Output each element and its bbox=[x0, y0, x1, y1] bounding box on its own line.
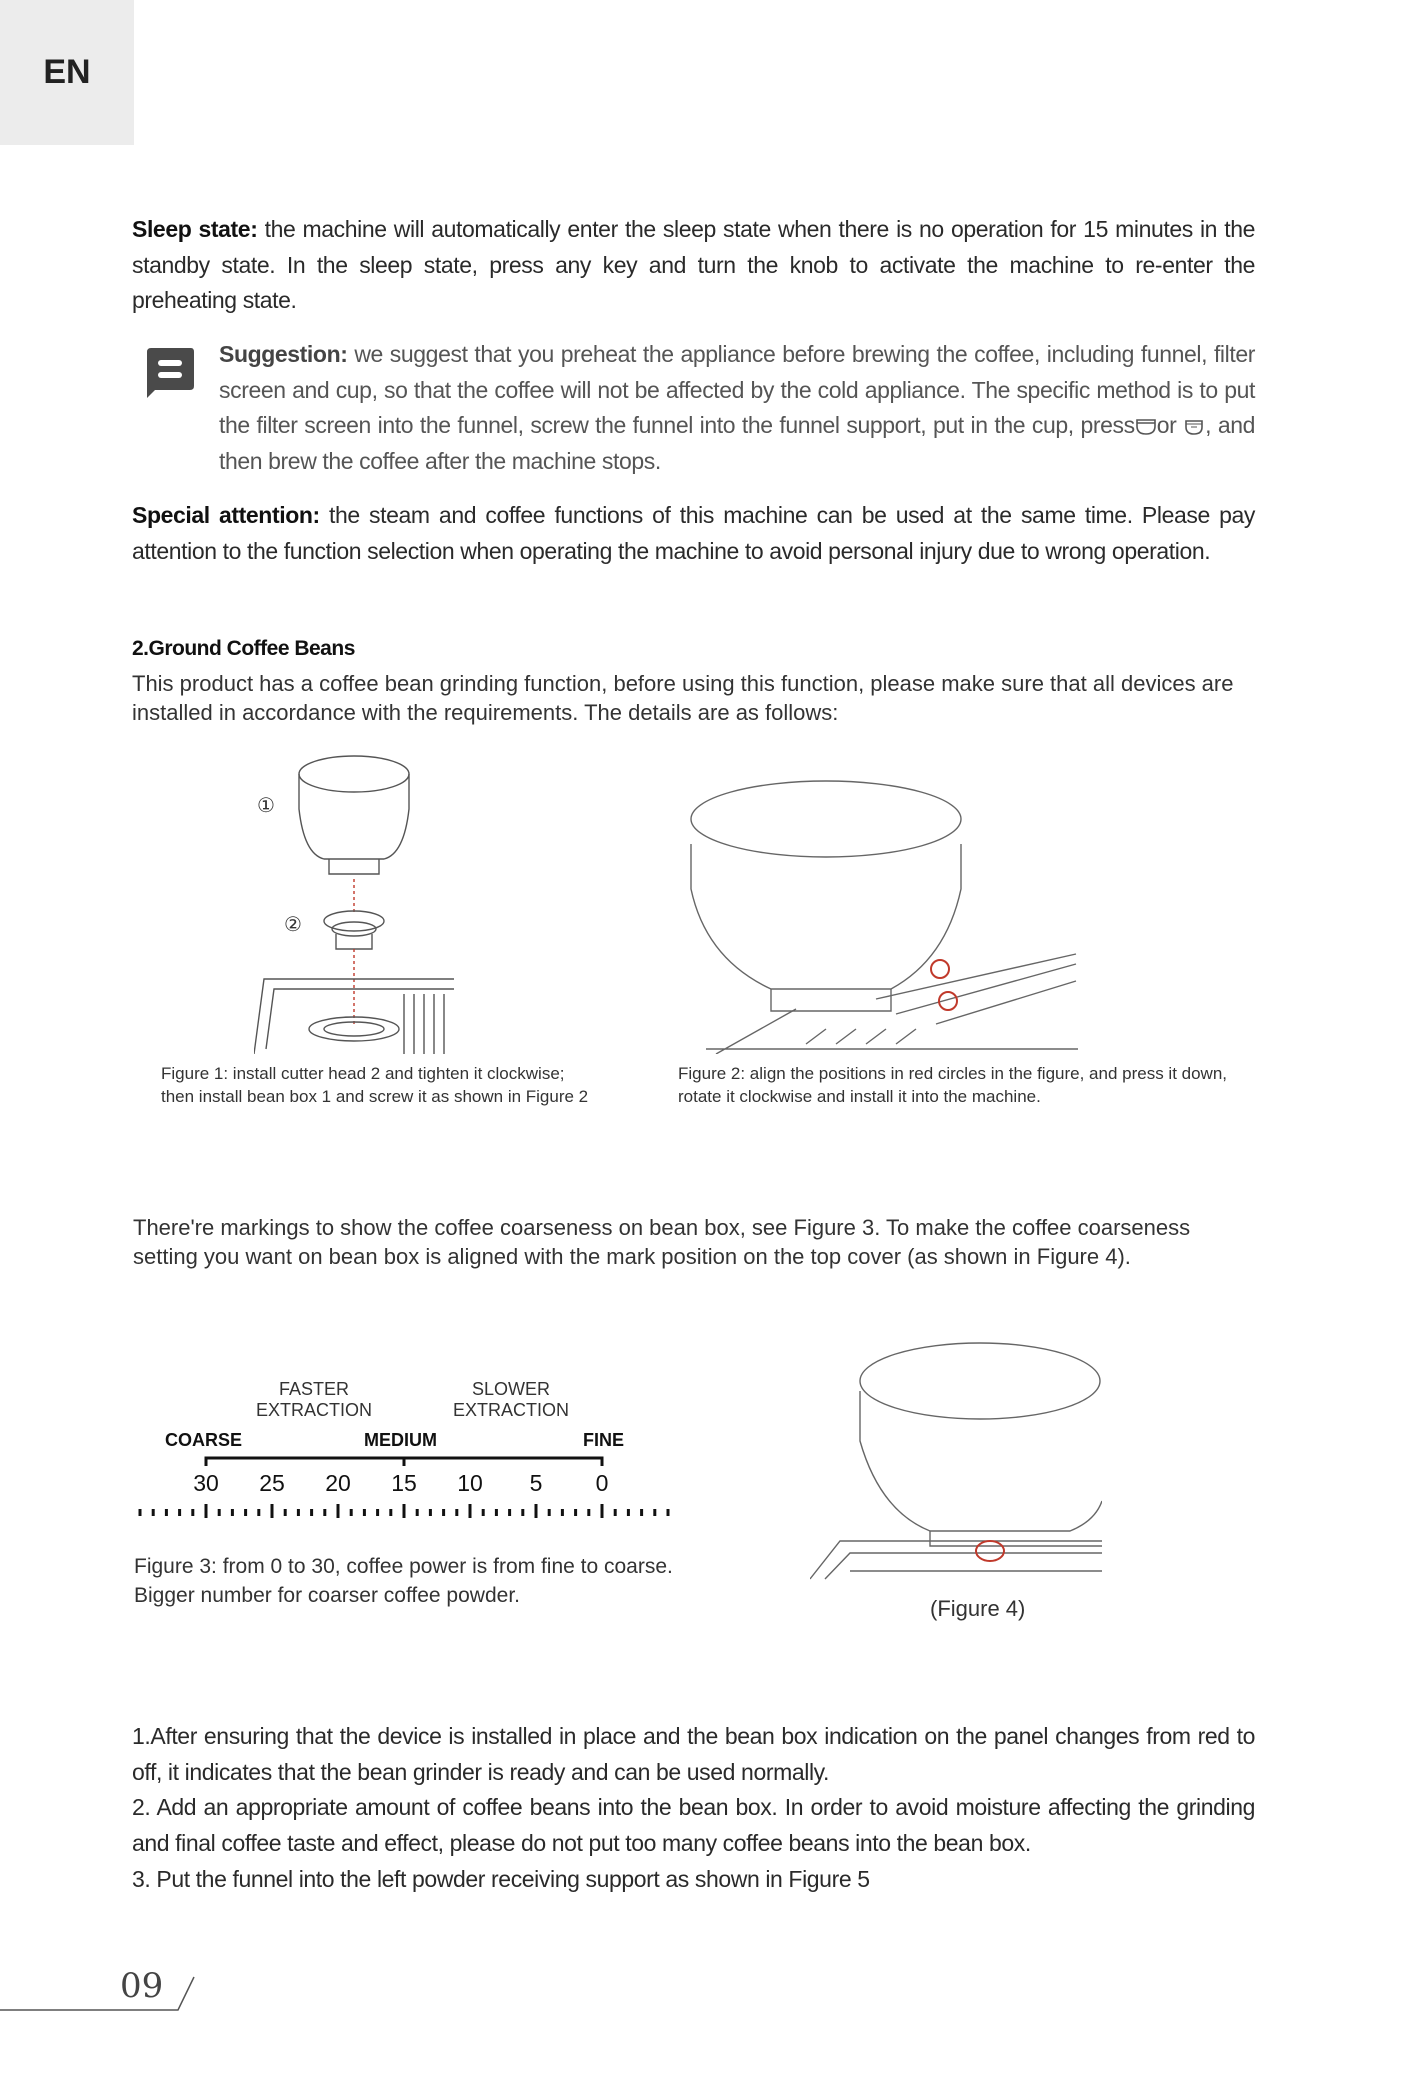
special-text: the steam and coffee functions of this machine can be used at the same time. Please pay attention to the function selection when operating the machine to avoid personal injury due to wrong operation. bbox=[132, 502, 1255, 564]
minor-tick bbox=[310, 1509, 313, 1516]
step-2: 2. Add an appropriate amount of coffee beans into the bean box. In order to avoid moisture affecting the grinding and final coffee taste and effect, please do not put too many coffee beans into the bean box. bbox=[132, 1794, 1255, 1857]
major-tick bbox=[205, 1504, 208, 1518]
slower-line2: EXTRACTION bbox=[452, 1400, 569, 1420]
double-cup-icon bbox=[1183, 411, 1205, 429]
figure1-illustration bbox=[254, 749, 454, 1054]
language-tab bbox=[0, 0, 134, 145]
page-number-rule bbox=[0, 1975, 200, 2015]
minor-tick bbox=[561, 1509, 564, 1516]
steps-list bbox=[132, 1719, 1255, 1898]
minor-tick bbox=[640, 1509, 643, 1516]
minor-tick bbox=[627, 1509, 630, 1516]
figure1-marker-2: ② bbox=[284, 914, 302, 936]
markings-paragraph: There're markings to show the coffee coarseness on bean box, see Figure 3. To make the coffee coarseness setting you want on bean box is aligned with the mark position on the top cover (as shown in Figure 4). bbox=[133, 1215, 1191, 1269]
special-attention-paragraph bbox=[132, 498, 1255, 569]
major-tick bbox=[271, 1504, 274, 1518]
scale-number: 20 bbox=[325, 1470, 351, 1496]
minor-tick bbox=[165, 1509, 168, 1516]
figure2-illustration bbox=[676, 749, 1078, 1054]
minor-tick bbox=[667, 1509, 670, 1516]
minor-tick bbox=[442, 1509, 445, 1516]
scale-number: 10 bbox=[457, 1470, 483, 1496]
minor-tick bbox=[653, 1509, 656, 1516]
minor-tick bbox=[139, 1509, 142, 1516]
figure4-illustration bbox=[810, 1331, 1102, 1581]
minor-tick bbox=[416, 1509, 419, 1516]
major-tick bbox=[403, 1504, 406, 1518]
scale-number: 5 bbox=[529, 1470, 543, 1496]
minor-tick bbox=[614, 1509, 617, 1516]
sleep-state-paragraph bbox=[132, 212, 1255, 319]
minor-tick bbox=[284, 1509, 287, 1516]
minor-tick bbox=[508, 1509, 511, 1516]
minor-tick bbox=[376, 1509, 379, 1516]
minor-tick bbox=[231, 1509, 234, 1516]
language-label: EN bbox=[43, 53, 91, 91]
scale-ruler bbox=[134, 1375, 674, 1525]
figure1-marker-1: ① bbox=[257, 795, 275, 817]
coarseness-scale bbox=[134, 1375, 674, 1525]
sleep-label: Sleep state: bbox=[132, 216, 258, 242]
minor-tick bbox=[574, 1509, 577, 1516]
minor-tick bbox=[297, 1509, 300, 1516]
minor-tick bbox=[429, 1509, 432, 1516]
figure3-caption: Figure 3: from 0 to 30, coffee power is from fine to coarse. Bigger number for coarser coffee powder. bbox=[134, 1555, 673, 1607]
figure4-caption: (Figure 4) bbox=[930, 1596, 1026, 1621]
suggestion-paragraph bbox=[219, 337, 1255, 480]
medium-label: MEDIUM bbox=[364, 1430, 437, 1450]
minor-tick bbox=[521, 1509, 524, 1516]
major-tick bbox=[601, 1504, 604, 1518]
major-tick bbox=[337, 1504, 340, 1518]
slower-line1: SLOWER bbox=[471, 1379, 550, 1399]
minor-tick bbox=[389, 1509, 392, 1516]
minor-tick bbox=[152, 1509, 155, 1516]
major-tick bbox=[469, 1504, 472, 1518]
note-icon bbox=[145, 346, 195, 400]
figure1-caption: Figure 1: install cutter head 2 and tighten it clockwise; then install bean box 1 and screw it as shown in Figure 2 bbox=[161, 1064, 589, 1106]
scale-number: 30 bbox=[193, 1470, 219, 1496]
suggestion-text: we suggest that you preheat the appliance before brewing the coffee, including funnel, filter screen and cup, so that the coffee will not be affected by the cold appliance. The specific method is to put the filter screen into the funnel, screw the funnel into the funnel support, put in the cup, press bbox=[219, 341, 1255, 439]
minor-tick bbox=[191, 1509, 194, 1516]
minor-tick bbox=[350, 1509, 353, 1516]
fine-label: FINE bbox=[583, 1430, 625, 1450]
minor-tick bbox=[495, 1509, 498, 1516]
minor-tick bbox=[218, 1509, 221, 1516]
page-number-text: 09 bbox=[120, 1966, 164, 2006]
minor-tick bbox=[455, 1509, 458, 1516]
faster-line2: EXTRACTION bbox=[255, 1400, 372, 1420]
major-tick bbox=[535, 1504, 538, 1518]
step-3: 3. Put the funnel into the left powder receiving support as shown in Figure 5 bbox=[132, 1865, 870, 1892]
minor-tick bbox=[548, 1509, 551, 1516]
suggestion-text-end: , and then brew the coffee after the machine stops. bbox=[219, 412, 1256, 475]
suggestion-or: or bbox=[1156, 412, 1184, 439]
minor-tick bbox=[482, 1509, 485, 1516]
scale-number: 15 bbox=[391, 1470, 417, 1496]
faster-line1: FASTER bbox=[278, 1379, 349, 1399]
section-heading: 2.Ground Coffee Beans bbox=[132, 637, 355, 660]
minor-tick bbox=[257, 1509, 260, 1516]
scale-number: 0 bbox=[595, 1470, 609, 1496]
special-label: Special attention: bbox=[132, 502, 320, 528]
minor-tick bbox=[587, 1509, 590, 1516]
suggestion-label: Suggestion: bbox=[219, 341, 348, 367]
minor-tick bbox=[244, 1509, 247, 1516]
step-1: 1.After ensuring that the device is installed in place and the bean box indication on the panel changes from red to off, it indicates that the bean grinder is ready and can be used normally. bbox=[132, 1723, 1255, 1785]
minor-tick bbox=[363, 1509, 366, 1516]
scale-number: 25 bbox=[259, 1470, 285, 1496]
section-intro: This product has a coffee bean grinding function, before using this function, please make sure that all devices are installed in accordance with the requirements. The details are as follows: bbox=[132, 671, 1234, 725]
figure2-caption: Figure 2: align the positions in red circles in the figure, and press it down, rotate it clockwise and install it into the machine. bbox=[678, 1064, 1228, 1106]
minor-tick bbox=[323, 1509, 326, 1516]
single-cup-icon bbox=[1135, 411, 1157, 429]
minor-tick bbox=[178, 1509, 181, 1516]
sleep-text: the machine will automatically enter the sleep state when there is no operation for 15 minutes in the standby state. In the sleep state, press any key and turn the knob to activate the machine to re-enter the preheating state. bbox=[132, 216, 1255, 314]
coarse-label: COARSE bbox=[165, 1430, 243, 1450]
